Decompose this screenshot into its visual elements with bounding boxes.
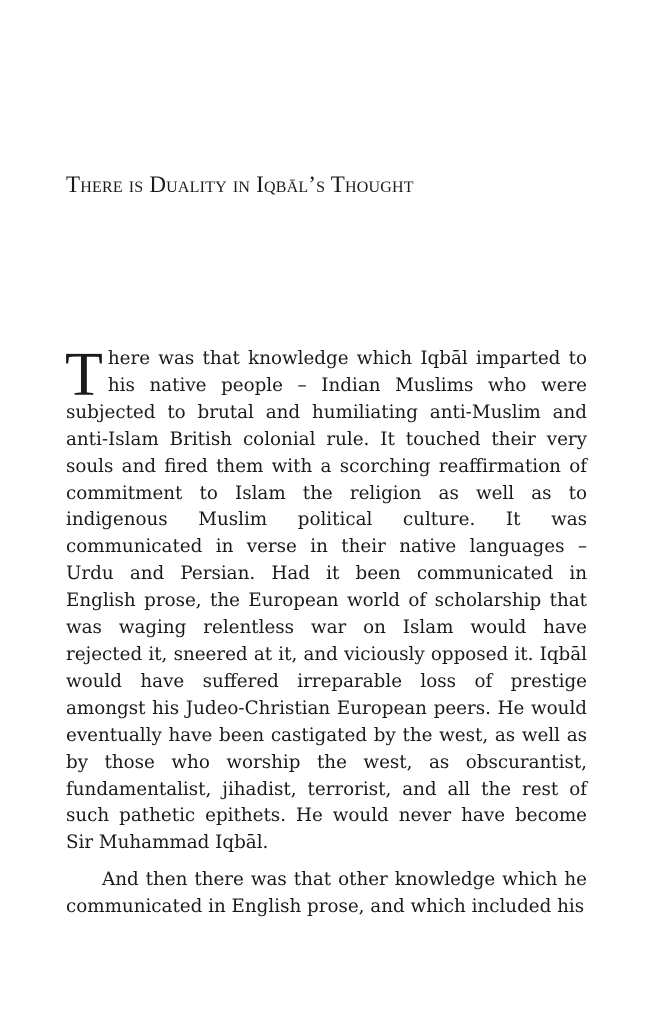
chapter-title: There is Duality in Iqbāl’s Thought — [66, 172, 414, 197]
paragraph-2: And then there was that other knowledge which he communicated in English prose, and which included his — [66, 869, 587, 918]
paragraph-1 — [65, 341, 587, 857]
paragraph-1-text: here was that knowledge which Iqbāl imparted to his native people – Indian Muslims who were subjected to brutal and humiliating anti-Muslim and anti-Islam British colonial rule. It touched their very souls and fired them with a scorching reaffirmation of commitment to Islam the religion as well as to indigenous Muslim political culture. It was communicated in verse in their native languages – Urdu and Persian. Had it been communicated in English prose, the European world of scholarship that was waging relentless war on Islam would have rejected it, sneered at it, and viciously opposed it. Iqbāl would have suffered irreparable loss of prestige amongst his Judeo-Christian European peers. He would eventually have been castigated by the west, as well as by those who worship the west, as obscurantist, fundamentalist, jihadist, terrorist, and all the rest of such pathetic epithets. He would never have become Sir Muhammad Iqbāl. — [66, 348, 587, 854]
body-text — [65, 341, 587, 921]
drop-cap: T — [65, 341, 103, 409]
